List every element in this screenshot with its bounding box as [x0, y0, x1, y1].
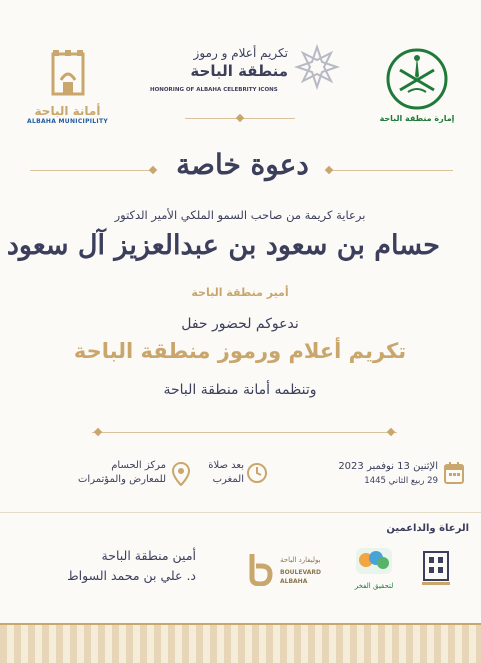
event-title-ar: تكريم أعلام و رموز [193, 46, 288, 60]
ceremony-name: تكريم أعلام ورموز منطقة الباحة [73, 339, 407, 363]
albaha-municipality-logo [25, 50, 110, 125]
heading-ornament-right [325, 166, 333, 174]
patronage-line: برعاية كريمة من صاحب السمو الملكي الأمير الدكتور [114, 208, 366, 222]
signature-title: أمين منطقة الباحة [101, 548, 196, 563]
details-divider-ornament-right [387, 428, 395, 436]
event-title-ar-bold: منطقة الباحة [190, 62, 288, 80]
sponsor-logo-pride [352, 546, 396, 590]
venue-block [65, 460, 190, 500]
details-divider [92, 432, 397, 433]
sponsor-boulevard-en: BOULEVARD ALBAHA [280, 569, 321, 585]
sponsor-logo-boulevard [246, 552, 336, 592]
prince-title: أمير منطقة الباحة [191, 286, 289, 299]
saudi-emblem-icon [378, 48, 456, 110]
calendar-icon [444, 462, 464, 484]
emirate-name-ar: إمارة منطقة الباحة [379, 114, 455, 123]
sponsor-pride-text: لتحقيق الفخر [354, 582, 394, 590]
details-divider-ornament-left [94, 428, 102, 436]
time-block [208, 460, 278, 500]
sponsor-boulevard-ar: بوليفارد الباحة [280, 556, 321, 564]
time-line-2: المغرب [212, 474, 244, 485]
municipality-name-ar: أمانة الباحة [34, 104, 101, 118]
heading-ornament-left [149, 166, 157, 174]
invite-line: ندعوكم لحضور حفل [181, 316, 299, 332]
location-pin-icon [172, 462, 190, 486]
heading-divider-right [328, 170, 453, 171]
event-logo [150, 44, 340, 104]
clock-icon [246, 462, 268, 484]
invitation-heading: دعوة خاصة [176, 148, 309, 181]
municipality-emblem-icon [25, 50, 110, 100]
star-pattern-icon [294, 44, 340, 90]
event-date: الإثنين 13 نوفمبر 2023 [338, 461, 438, 472]
time-line-1: بعد صلاة [208, 460, 244, 471]
event-title-en: HONORING OF ALBAHA CELEBRITY ICONS [150, 87, 278, 93]
event-hijri-date: 29 ربيع الثاني 1445 [364, 476, 438, 486]
venue-line-2: للمعارض والمؤتمرات [78, 474, 166, 485]
building-logo-icon [420, 548, 452, 588]
sponsors-divider [0, 512, 481, 513]
header-divider-ornament [236, 114, 244, 122]
heading-divider-left [30, 170, 155, 171]
signature-name: د. علي بن محمد السواط [67, 568, 196, 583]
colorful-logo-icon [352, 546, 396, 578]
emirate-logo [378, 48, 456, 128]
footer-pattern [0, 623, 481, 663]
boulevard-b-logo-icon [246, 552, 276, 586]
municipality-name-en: ALBAHA MUNICIPILITY [27, 118, 108, 125]
organizer-line: وتنظمه أمانة منطقة الباحة [163, 382, 317, 398]
sponsor-logo-municipality [420, 548, 452, 588]
venue-line-1: مركز الحسام [111, 460, 166, 471]
prince-name: حسام بن سعود بن عبدالعزيز آل سعود [6, 230, 440, 261]
date-block [284, 460, 464, 500]
sponsors-heading: الرعاة والداعمين [386, 523, 469, 534]
